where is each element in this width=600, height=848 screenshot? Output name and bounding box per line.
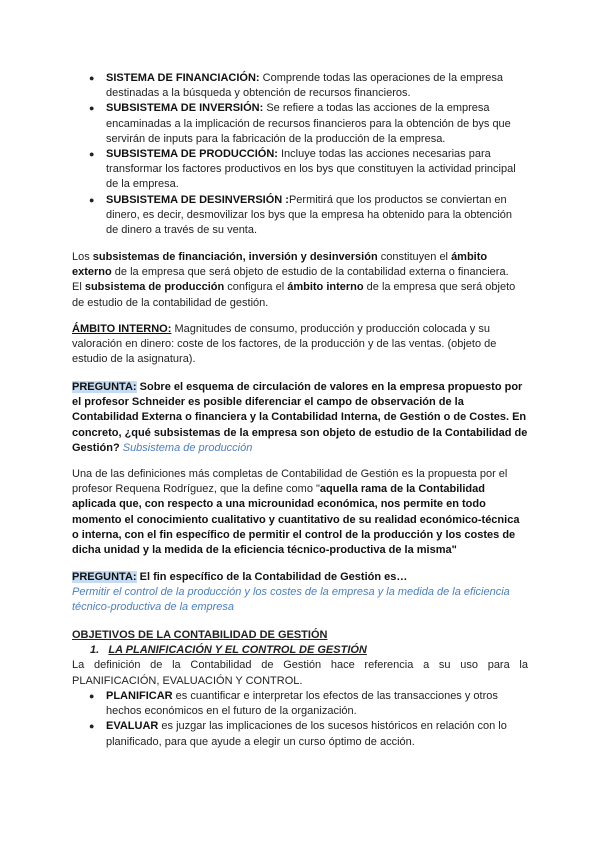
subsystems-list (86, 71, 526, 238)
bullet-icon: ● (89, 103, 95, 114)
section-title: OBJETIVOS DE LA CONTABILIDAD DE GESTIÓN (72, 629, 328, 641)
item-text: Incluye todas las acciones necesarias para transformar los factores productivos en los bys que constituyen la actividad principal de la empresa. (106, 148, 516, 191)
item-term: PLANIFICAR (106, 690, 173, 702)
text-run: de la empresa que será objeto de estudio de la contabilidad externa o financiera. (111, 266, 509, 279)
question-1 (72, 380, 528, 456)
bullet-icon: ● (89, 721, 95, 732)
question-label: PREGUNTA: (72, 381, 137, 393)
bold-quote: aquella rama de la Contabilidad aplicada que, con respecto a una microunidad económica, nos permite en todo momento el conocimiento cualitativo y cuantitativo de su realidad económico-técnica o interna, con el fin específico de permitir el control de la producción y los costes de dicha unidad y la medida de la eficiencia técnico-productiva de la misma" (72, 483, 520, 557)
item-text: es juzgar las implicaciones de los sucesos históricos en relación con lo planificado, para que ayude a elegir un curso óptimo de acción. (106, 720, 507, 748)
question-2 (72, 570, 528, 616)
subsection-title (72, 643, 528, 658)
bullet-icon: ● (89, 194, 95, 205)
bullet-icon: ● (89, 691, 95, 701)
item-term: EVALUAR (106, 720, 159, 733)
text-run: Magnitudes de consumo, producción y producción colocada y su valoración en dinero: coste de los factores, de la producción y de las ventas. (objeto de estudio de la asignatura). (72, 323, 497, 366)
list-item (86, 147, 526, 193)
subsystems-paragraph (72, 250, 528, 311)
term-heading: ÁMBITO INTERNO: (72, 323, 172, 335)
question-label: PREGUNTA: (72, 571, 137, 583)
text-run: Una de las definiciones más completas de Contabilidad de Gestión es la propuesta por el profesor Requena Rodríguez, que la define como " (72, 468, 508, 496)
list-item (86, 101, 526, 147)
subsection-number: 1. (90, 644, 100, 657)
item-text: Permitirá que los productos se conviertan en dinero, es decir, desmovilizar los bys que la empresa ha obtenido para la obtención de dinero a través de su venta. (106, 193, 513, 237)
question-text: El fin específico de la Contabilidad de Gestión es… (136, 571, 408, 583)
subsection-text: LA PLANIFICACIÓN Y EL CONTROL DE GESTIÓN (108, 644, 367, 657)
list-item (86, 689, 526, 719)
bullet-icon: ● (89, 73, 95, 83)
bold-run: ámbito interno (287, 281, 364, 294)
text-run: de la empresa que será objeto de estudio de la contabilidad de gestión. (72, 281, 516, 309)
bullet-icon: ● (89, 149, 95, 160)
item-text: Se refiere a todas las acciones de la empresa encaminadas a la implicación de recursos financieros para la obtención de bys que servirán de inputs para la fabricación de la producción de la empresa. (106, 102, 511, 145)
item-term: SUBSISTEMA DE PRODUCCIÓN: (106, 148, 278, 161)
intro-text: La definición de la Contabilidad de Gestión hace referencia a su uso para la PLANIFICACIÓN, EVALUACIÓN Y CONTROL. (72, 659, 528, 687)
text-run: El (72, 281, 85, 294)
objectives-section (72, 628, 528, 689)
item-term: SUBSISTEMA DE DESINVERSIÓN : (106, 193, 289, 206)
text-run: configura el (224, 281, 288, 294)
answer-text: Subsistema de producción (119, 441, 253, 454)
bold-run: subsistema de producción (84, 281, 225, 294)
bold-run: ámbito externo (72, 251, 488, 279)
item-text: Comprende todas las operaciones de la empresa destinadas a la búsqueda y obtención de recursos financieros. (106, 72, 503, 100)
question-text: Sobre el esquema de circulación de valores en la empresa propuesto por el profesor Schneider es posible diferenciar el campo de observación de la Contabilidad Externa o financiera y la Contabilidad Interna, de Gestión o de Costes. En concreto, ¿qué subsistemas de la empresa son objeto de estudio de la Contabilidad de Gestión? (72, 381, 528, 454)
definition-paragraph (72, 467, 528, 558)
text-run: constituyen el (377, 251, 452, 263)
list-item (86, 71, 526, 101)
answer-text: Permitir el control de la producción y los costes de la empresa y la medida de la eficiencia técnico-productiva de la empresa (72, 586, 510, 614)
objectives-list (86, 689, 526, 750)
item-term: SUBSISTEMA DE INVERSIÓN: (106, 102, 264, 115)
text-run: Los (72, 251, 93, 263)
list-item (86, 719, 526, 749)
bold-run: subsistemas de financiación, inversión y desinversión (92, 251, 378, 263)
internal-scope-paragraph (72, 322, 528, 368)
item-text: es cuantificar e interpretar los efectos de las transacciones y otros hechos económicos en el futuro de la organización. (106, 690, 498, 718)
list-item (86, 193, 526, 239)
item-term: SISTEMA DE FINANCIACIÓN: (106, 72, 260, 84)
